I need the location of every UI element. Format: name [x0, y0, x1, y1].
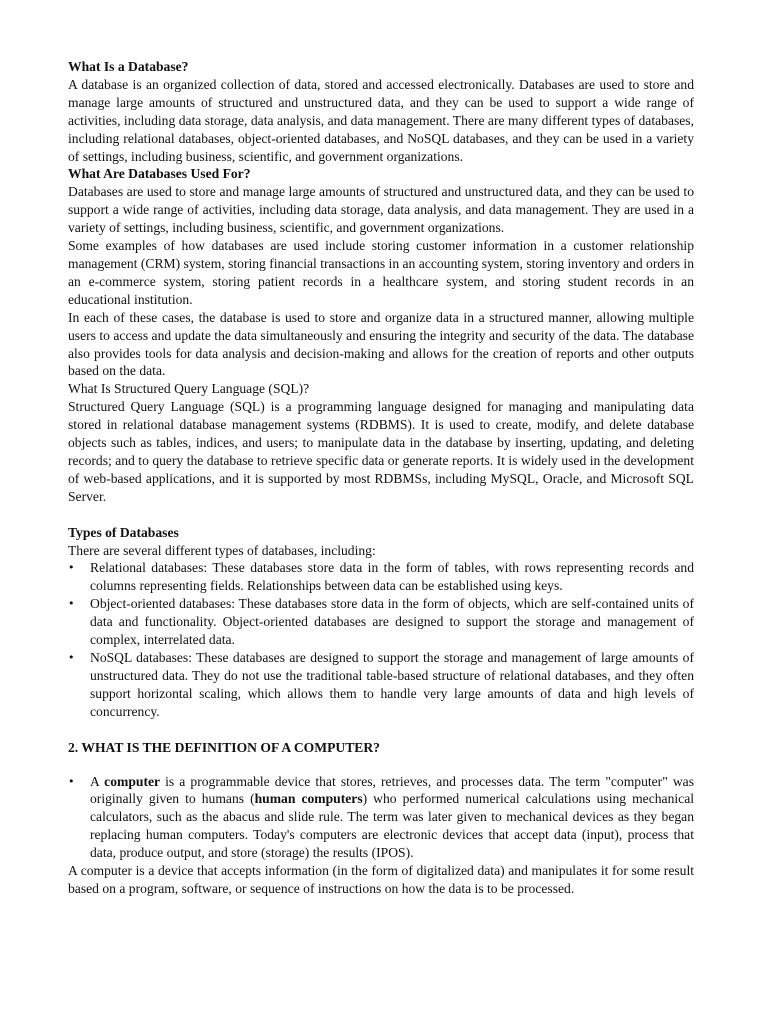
list-item-nosql: • NoSQL databases: These databases are designed to support the storage and management of large amounts of unstructured data. They do not use the traditional table-based structure of relational databases, and they often support horizontal scaling, which allows them to handle very large amounts of data and high levels of concurrency. [68, 649, 694, 721]
paragraph-database-cases: In each of these cases, the database is used to store and organize data in a structured manner, allowing multiple users to access and update the data simultaneously and ensuring the integrity and security of the data. The database also provides tools for data analysis and decision-making and allows for the creation of reports and other outputs based on the data. [68, 309, 694, 379]
list-item-relational: • Relational databases: These databases store data in the form of tables, with rows representing records and columns representing fields. Relationships between data can be established using keys. [68, 559, 694, 595]
spacer [68, 721, 694, 739]
heading-definition-of-computer: 2. WHAT IS THE DEFINITION OF A COMPUTER? [68, 739, 380, 755]
paragraph-database-definition: A database is an organized collection of data, stored and accessed electronically. Databases are used to store and manage large amounts of structured and unstructured data, and they can be used to support a wide range of activities, including data storage, data analysis, and data management. There are many different types of databases, including relational databases, object-oriented databases, and NoSQL databases, and they can be used in a variety of settings, including business, scientific, and government organizations. [68, 76, 694, 164]
heading-what-is-sql: What Is Structured Query Language (SQL)? [68, 381, 310, 397]
heading-what-is-database: What Is a Database? [68, 59, 189, 74]
paragraph-sql-definition: Structured Query Language (SQL) is a programming language designed for managing and manipulating data stored in relational database management systems (RDBMS). It is used to create, modify, and delete database objects such as tables, indices, and users; to manipulate data in the database by inserting, updating, and deleting records; and to query the database to retrieve specific data or generate reports. It is widely used in the development of web-based applications, and it is supported by most RDBMSs, including MySQL, Oracle, and Microsoft SQL Server. [68, 399, 694, 504]
database-types-list [68, 559, 694, 720]
heading-databases-used-for: What Are Databases Used For? [68, 166, 251, 182]
paragraph-computer-closing: A computer is a device that accepts information (in the form of digitalized data) and manipulates it for some result based on a program, software, or sequence of instructions on how the data is to be processed. [68, 863, 694, 896]
computer-definition-list [68, 773, 694, 863]
paragraph-databases-usage: Databases are used to store and manage large amounts of structured and unstructured data, and they can be used to support a wide range of activities, including data storage, data analysis, and data management. They are used in a variety of settings, including business, scientific, and government organizations. [68, 184, 694, 236]
spacer [68, 757, 694, 773]
list-item-object-oriented: • Object-oriented databases: These databases store data in the form of objects, which are self-contained units of data and functionality. Object-oriented databases are designed to support the storage and management of complex, interrelated data. [68, 595, 694, 649]
term-human-computers: human computers [254, 791, 363, 807]
spacer [68, 506, 694, 524]
paragraph-types-intro: There are several different types of databases, including: [68, 542, 376, 558]
heading-types-of-databases: Types of Databases [68, 524, 179, 540]
list-item-computer-definition: • A computer is a programmable device that stores, retrieves, and processes data. The term "computer" was originally given to humans (human computers) who performed numerical calculations using mechanical calculators, such as the abacus and slide rule. The term was later given to mechanical devices as they began replacing human computers. Today's computers are electronic devices that accept data (input), process that data, produce output, and store (storage) the results (IPOS). [68, 773, 694, 863]
paragraph-database-examples: Some examples of how databases are used include storing customer information in a customer relationship management (CRM) system, storing financial transactions in an accounting system, storing inventory and orders in an e-commerce system, storing patient records in a healthcare system, and storing student records in an educational institution. [68, 238, 694, 307]
term-computer: computer [104, 773, 161, 789]
